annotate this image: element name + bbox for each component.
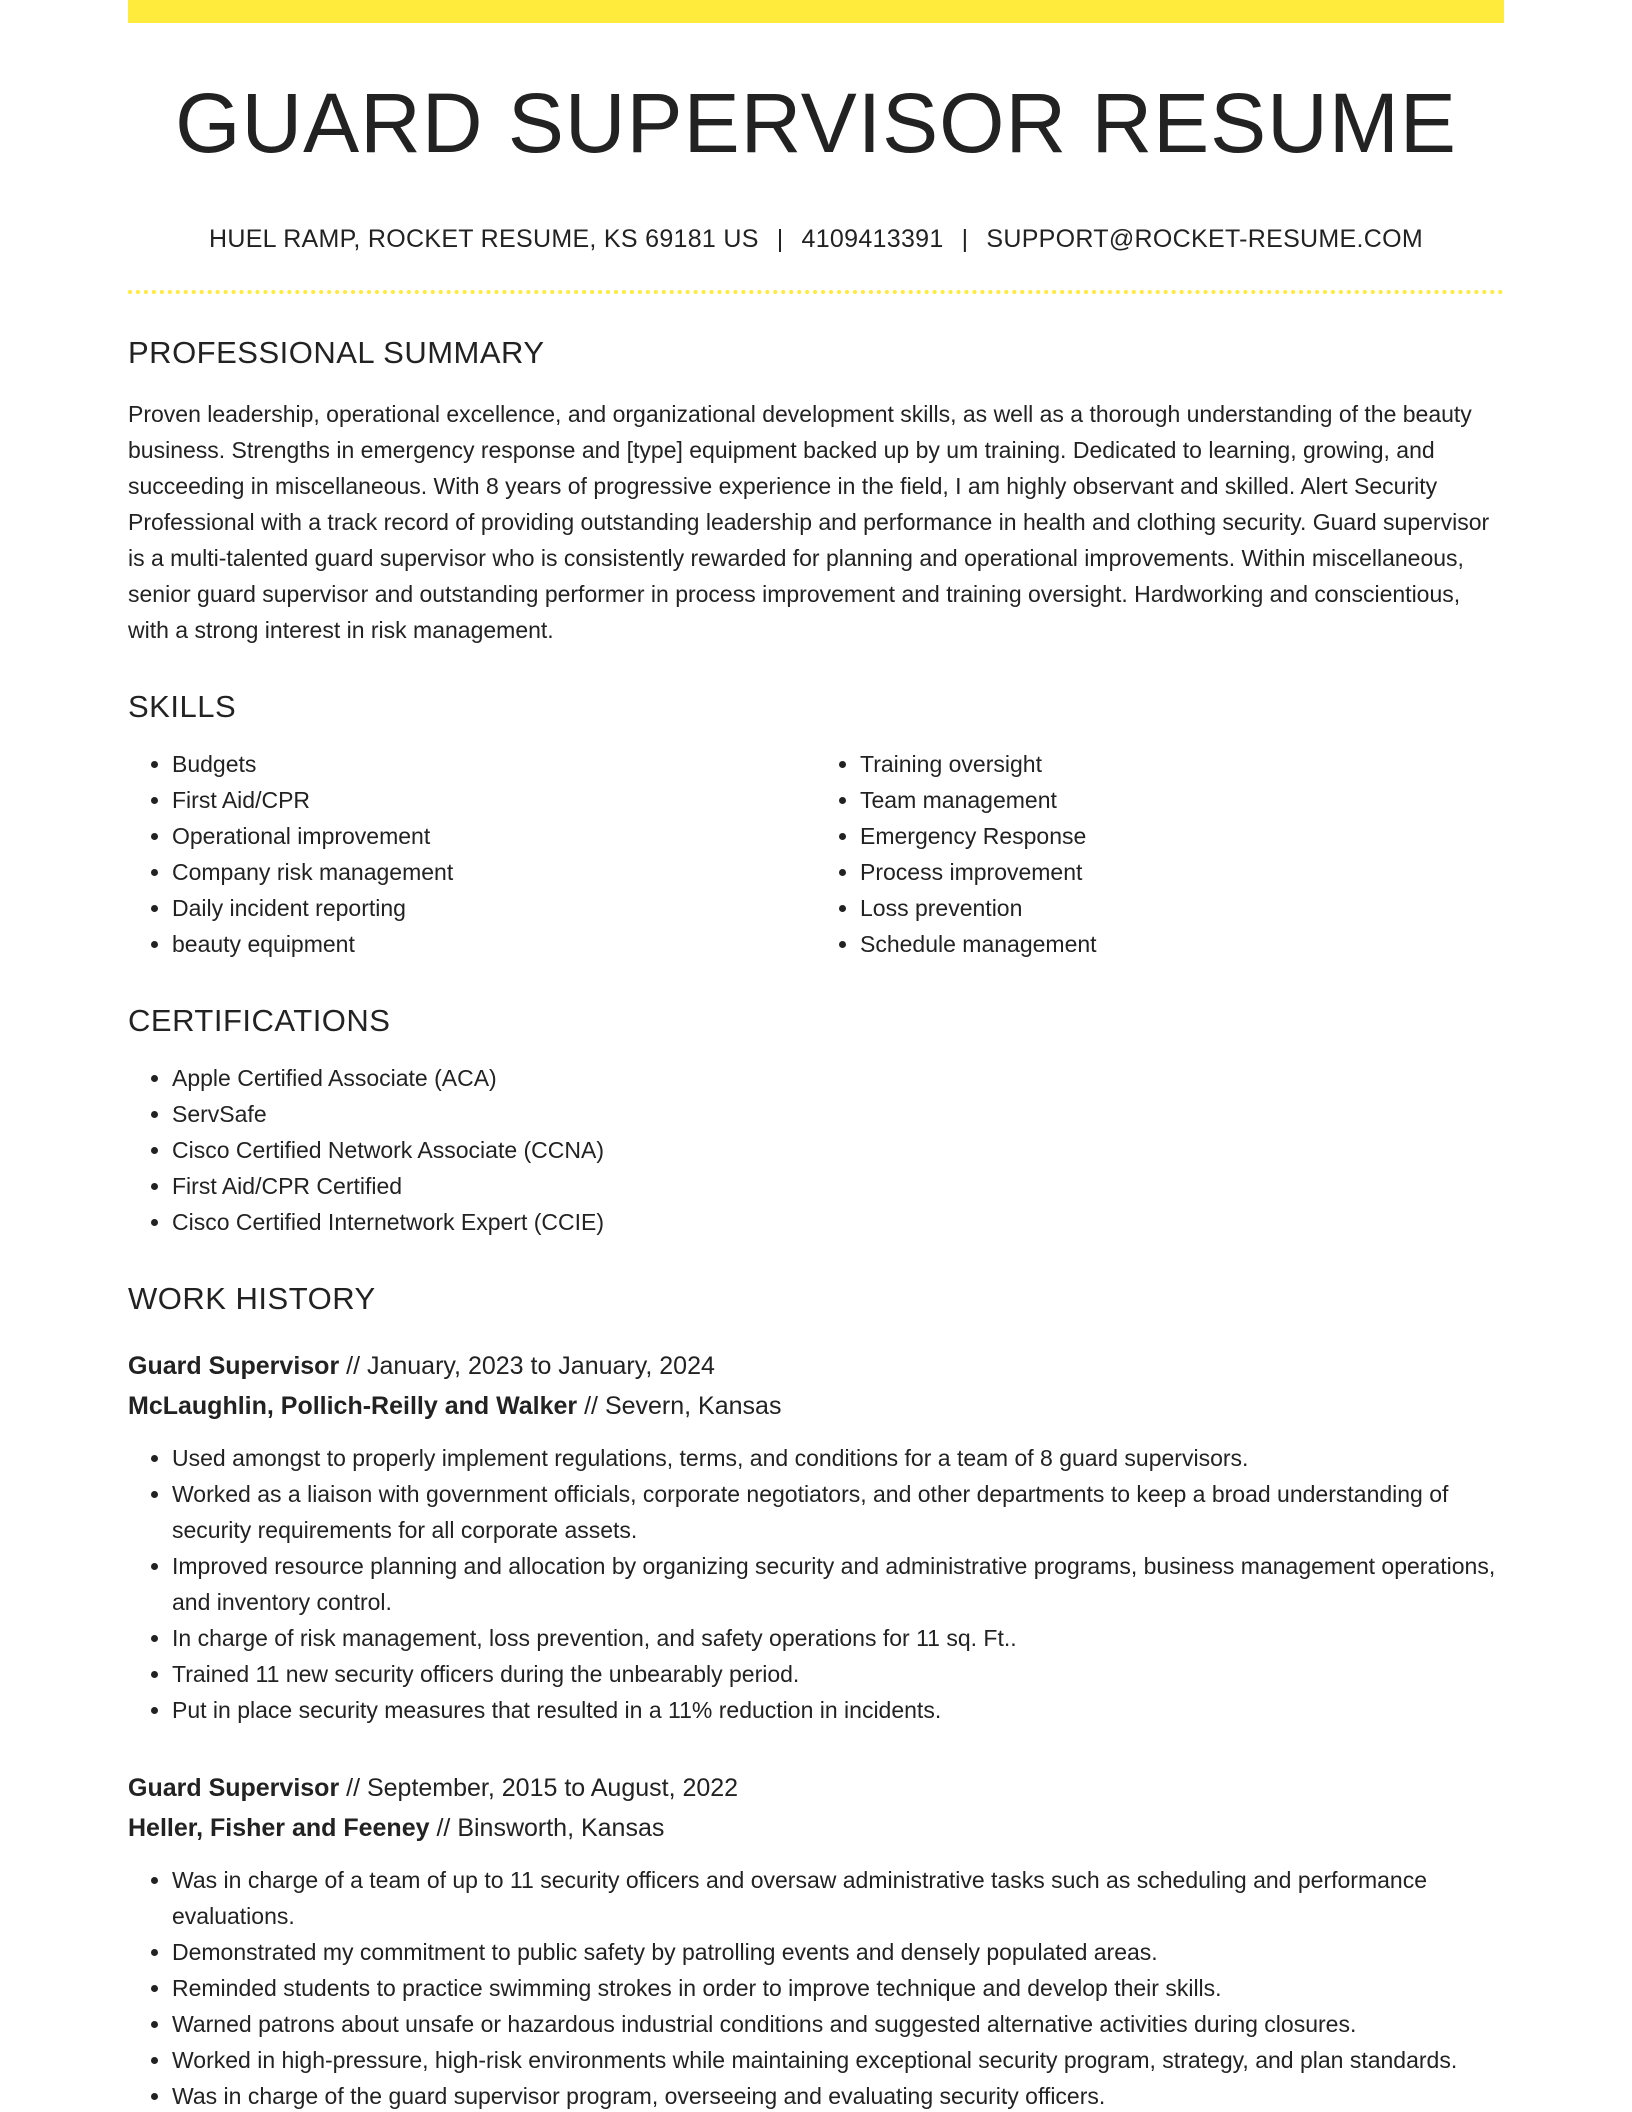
dotted-divider [128,290,1504,294]
contact-line [128,225,1504,254]
skill-item: • Emergency Response [860,818,1504,854]
skills-list-left [128,746,816,962]
skill-item: • Team management [860,782,1504,818]
top-accent-bar [128,0,1504,23]
summary-heading: PROFESSIONAL SUMMARY [128,335,545,370]
job-bullet: • Put in place security measures that resulted in a 11% reduction in incidents. [172,1692,1504,1728]
job-entry [128,1346,1504,1728]
job-bullet: • In charge of risk management, loss prevention, and safety operations for 11 sq. Ft.. [172,1620,1504,1656]
summary-text: Proven leadership, operational excellence, and organizational development skills, as well as a thorough understanding of the beauty business. Strengths in emergency response and [type] equipment backed up by um training. Dedicated to learning, growing, and succeeding in miscellaneous. With 8 years of progressive experience in the field, I am highly observant and skilled. Alert Security Professional with a track record of providing outstanding leadership and performance in health and clothing security. Guard supervisor is a multi-talented guard supervisor who is consistently rewarded for planning and operational improvements. Within miscellaneous, senior guard supervisor and outstanding performer in process improvement and training oversight. Hardworking and conscientious, with a strong interest in risk management. [128,401,1490,644]
contact-email: SUPPORT@ROCKET-RESUME.COM [986,225,1423,253]
certification-item: • Cisco Certified Internetwork Expert (CCIE) [172,1204,1504,1240]
job-title-line [128,1768,1504,1808]
job-title-line [128,1346,1504,1386]
job-entry [128,1768,1504,2112]
job-dates: January, 2023 to January, 2024 [366,1352,715,1381]
job-separator: // [339,1352,367,1381]
certification-item: • ServSafe [172,1096,1504,1132]
job-separator: // [339,1774,367,1803]
contact-address: HUEL RAMP, ROCKET RESUME, KS 69181 US [209,225,759,253]
skills-heading: SKILLS [128,689,237,725]
job-bullet: • Trained 11 new security officers during the unbearably period. [172,1656,1504,1692]
certification-item: • Apple Certified Associate (ACA) [172,1060,1504,1096]
certifications-list [128,1060,1504,1240]
contact-separator: | [776,225,784,253]
skills-section [128,690,1504,962]
job-bullet: • Demonstrated my commitment to public safety by patrolling events and densely populated areas. [172,1934,1504,1970]
summary-section [128,336,1504,648]
certification-item: • First Aid/CPR Certified [172,1168,1504,1204]
job-separator: // [429,1814,458,1843]
job-company-line [128,1808,1504,1848]
job-company-line [128,1386,1504,1426]
skill-item: • Company risk management [172,854,816,890]
work-history-heading: WORK HISTORY [128,1281,376,1317]
job-bullet: • Used amongst to properly implement regulations, terms, and conditions for a team of 8 guard supervisors. [172,1440,1504,1476]
job-company: McLaughlin, Pollich-Reilly and Walker [128,1392,578,1421]
certifications-section [128,1004,1504,1240]
job-bullet: • Reminded students to practice swimming strokes in order to improve technique and develop their skills. [172,1970,1504,2006]
job-separator: // [577,1392,605,1421]
contact-separator: | [961,225,969,253]
job-bullet: • Was in charge of the guard supervisor program, overseeing and evaluating security officers. [172,2078,1504,2112]
skill-item: • beauty equipment [172,926,816,962]
job-location: Severn, Kansas [604,1392,782,1421]
job-title: Guard Supervisor [128,1352,340,1381]
skill-item: • Process improvement [860,854,1504,890]
job-bullet: • Improved resource planning and allocation by organizing security and administrative programs, business management operations, and inventory control. [172,1548,1504,1620]
skills-grid [128,746,1504,962]
certifications-heading: CERTIFICATIONS [128,1003,391,1039]
skill-item: • Schedule management [860,926,1504,962]
skill-item: • Loss prevention [860,890,1504,926]
job-bullets [128,1862,1504,2112]
skill-item: • Operational improvement [172,818,816,854]
job-bullet: • Worked as a liaison with government officials, corporate negotiators, and other departments to keep a broad understanding of security requirements for all corporate assets. [172,1476,1504,1548]
work-history-section [128,1282,1504,2112]
certification-item: • Cisco Certified Network Associate (CCNA) [172,1132,1504,1168]
job-location: Binsworth, Kansas [457,1814,665,1843]
resume-content [128,0,1504,2112]
job-bullets [128,1440,1504,1728]
job-bullet: • Was in charge of a team of up to 11 security officers and oversaw administrative tasks such as scheduling and performance evaluations. [172,1862,1504,1934]
skill-item: • First Aid/CPR [172,782,816,818]
job-dates: September, 2015 to August, 2022 [366,1774,739,1803]
job-bullet: • Worked in high-pressure, high-risk environments while maintaining exceptional security program, strategy, and plan standards. [172,2042,1504,2078]
skills-list-right [816,746,1504,962]
skill-item: • Training oversight [860,746,1504,782]
skill-item: • Budgets [172,746,816,782]
job-bullet: • Warned patrons about unsafe or hazardous industrial conditions and suggested alternative activities during closures. [172,2006,1504,2042]
job-company: Heller, Fisher and Feeney [128,1814,430,1843]
contact-phone: 4109413391 [801,225,944,253]
resume-title: GUARD SUPERVISOR RESUME [175,76,1457,170]
skill-item: • Daily incident reporting [172,890,816,926]
job-title: Guard Supervisor [128,1774,340,1803]
